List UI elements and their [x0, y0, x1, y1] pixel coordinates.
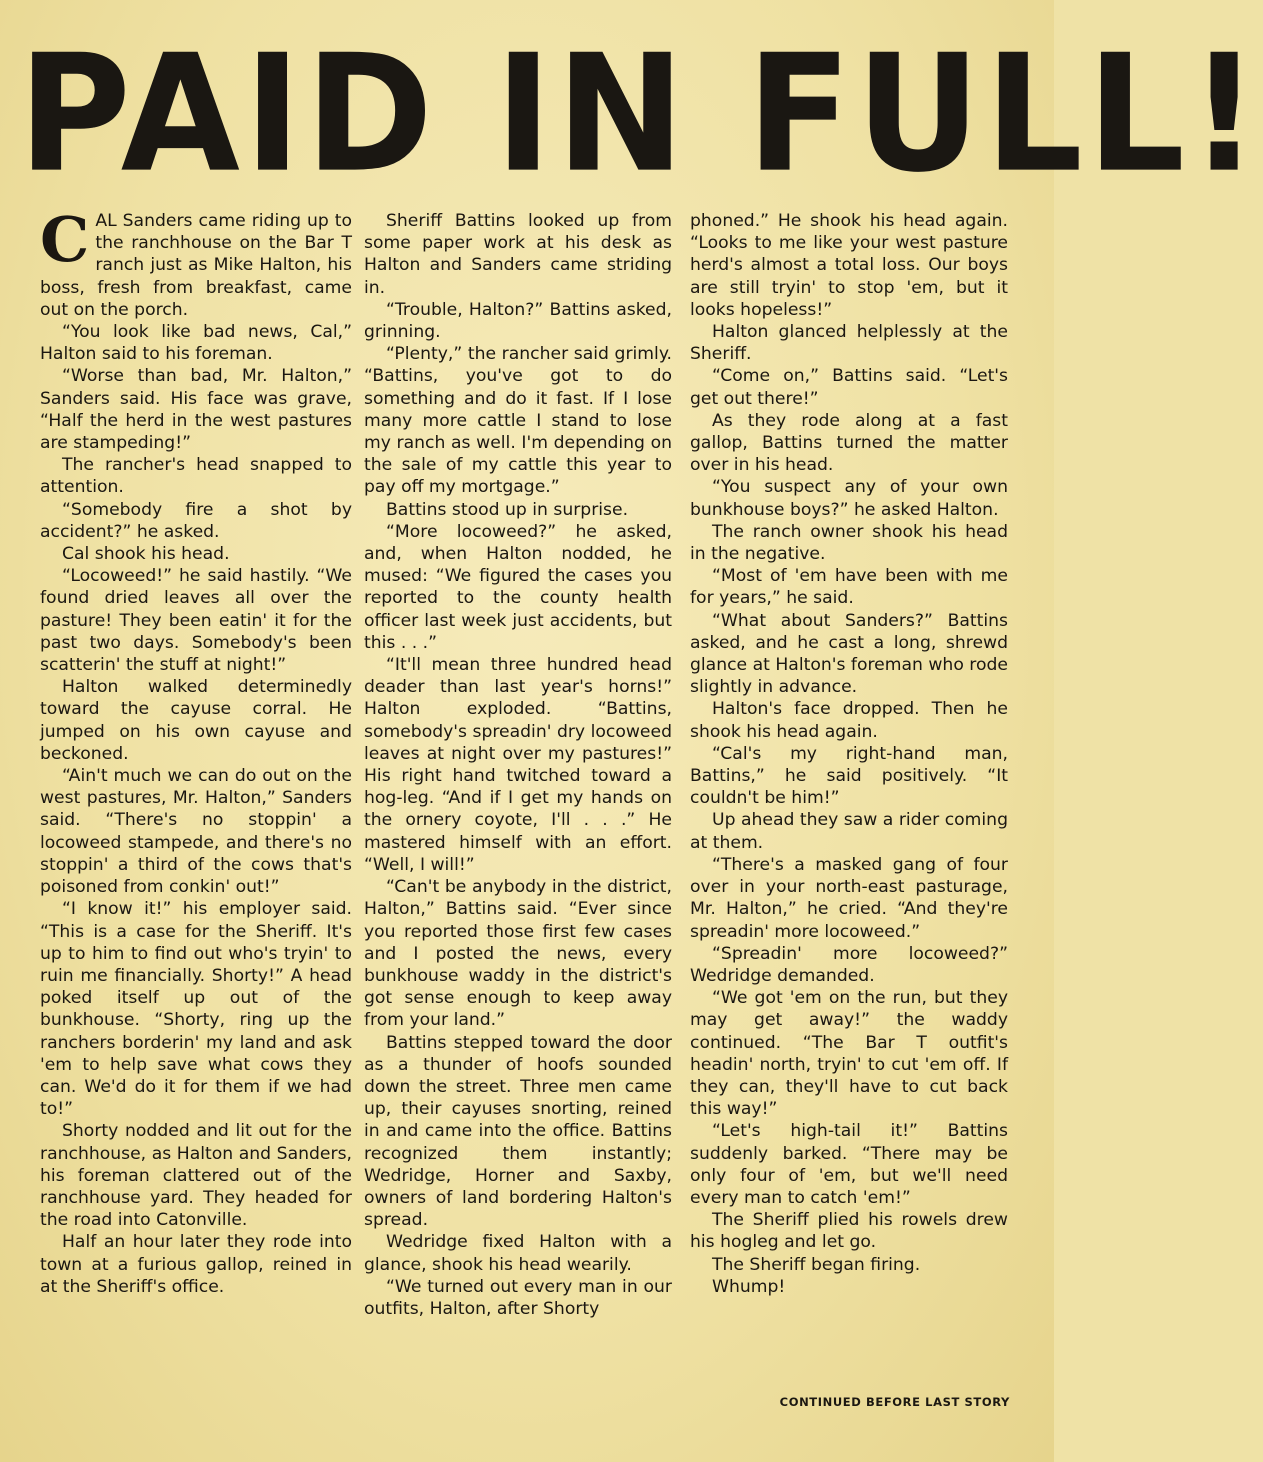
paragraph: The Sheriff began firing.: [712, 1254, 921, 1275]
paragraph: “We turned out every man in our outfits, Halton, after Shorty: [364, 1276, 672, 1319]
paragraph: Shorty nodded and lit out for the ranchhouse, as Halton and Sanders, his foreman clattered out of the ranchhouse yard. They headed for the road into Catonville.: [40, 1121, 352, 1231]
paragraph: “Can't be anybody in the district, Halton,” Battins said. “Ever since you reported those first few cases and I posted the news, every bunkhouse waddy in the district's got sense enough to keep away from your land.”: [364, 877, 672, 1031]
paragraph: Whump!: [712, 1276, 786, 1297]
paragraph: “You look like bad news, Cal,” Halton said to his foreman.: [40, 322, 352, 365]
paragraph: “You suspect any of your own bunkhouse boys?” he asked Halton.: [690, 477, 1008, 520]
paragraph: “Somebody fire a shot by accident?” he asked.: [40, 499, 352, 542]
paragraph: “Cal's my right-hand man, Battins,” he said positively. “It couldn't be him!”: [690, 743, 1008, 809]
paragraph: Cal shook his head.: [62, 544, 230, 565]
paragraph: “Most of 'em have been with me for years,” he said.: [690, 566, 1008, 609]
paragraph: Halton glanced helplessly at the Sheriff.: [690, 322, 1008, 365]
paragraph: The Sheriff plied his rowels drew his hogleg and let go.: [690, 1210, 1008, 1253]
paragraph: “Locoweed!” he said hastily. “We found dried leaves all over the pasture! They been eatin' it for the past two days. Somebody's been scatterin' the stuff at night!”: [40, 566, 352, 676]
paragraph: Battins stood up in surprise.: [386, 499, 629, 520]
paragraph: “It'll mean three hundred head deader than last year's horns!” Halton exploded. “Battins, somebody's spreadin' dry locoweed leaves at night over my pastures!” His right hand twitched toward a hog-leg. “And if I get my hands on the ornery coyote, I'll . . .” He mastered himself with an effort. “Well, I will!”: [364, 655, 672, 875]
paragraph: “We got 'em on the run, but they may get away!” the waddy continued. “The Bar T outfit's headin' north, tryin' to cut 'em off. If they can, they'll have to cut back this way!”: [690, 988, 1008, 1120]
paragraph: “There's a masked gang of four over in your north-east pasturage, Mr. Halton,” he cried. “And they're spreadin' more locoweed.”: [690, 854, 1008, 942]
paragraph: “Let's high-tail it!” Battins suddenly barked. “There may be only four of 'em, but we'll need every man to catch 'em!”: [690, 1121, 1008, 1208]
paragraph: The ranch owner shook his head in the negative.: [690, 521, 1008, 565]
continued-note: CONTINUED BEFORE LAST STORY: [779, 1395, 1010, 1409]
paragraph: Wedridge fixed Halton with a glance, shook his head wearily.: [364, 1232, 672, 1275]
paragraph: “What about Sanders?” Battins asked, and he cast a long, shrewd glance at Halton's foreman who rode slightly in advance.: [690, 610, 1008, 698]
paragraph: Battins stepped toward the door as a thunder of hoofs sounded down the street. Three men came up, their cayuses snorting, reined in and came into the office. Battins recognized them instantly; Wedridge, Horner and Saxby, owners of land bordering Halton's spread.: [364, 1032, 672, 1231]
paragraph: “Ain't much we can do out on the west pastures, Mr. Halton,” Sanders said. “There's no stoppin' a locoweed stampede, and there's no stoppin' a third of the cows that's poisoned from conkin' out!”: [40, 766, 352, 898]
text-column-3: [690, 210, 1008, 1298]
paragraph: “Worse than bad, Mr. Halton,” Sanders said. His face was grave, “Half the herd in the west pastures are stampeding!”: [40, 366, 352, 454]
paragraph: phoned.” He shook his head again. “Looks to me like your west pasture herd's almost a total loss. Our boys are still tryin' to stop 'em, but it looks hopeless!”: [690, 211, 1008, 320]
paragraph: Up ahead they saw a rider coming at them.: [690, 810, 1008, 853]
paragraph: As they rode along at a fast gallop, Battins turned the matter over in his head.: [690, 410, 1008, 476]
paragraph: “Come on,” Battins said. “Let's get out there!”: [690, 366, 1008, 409]
paragraph: Sheriff Battins looked up from some paper work at his desk as Halton and Sanders came striding in.: [364, 211, 672, 298]
text-column-1: [40, 203, 352, 1298]
text-column-2: [364, 210, 672, 1320]
story-title: PAID IN FULL!: [18, 20, 1263, 209]
drop-cap: C: [40, 203, 90, 276]
paragraph: Half an hour later they rode into town at a furious gallop, reined in at the Sheriff's office.: [40, 1232, 352, 1297]
paragraph: “Spreadin' more locoweed?” Wedridge demanded.: [690, 943, 1008, 986]
paragraph: “More locoweed?” he asked, and, when Halton nodded, he mused: “We figured the cases you reported to the county health officer last week just accidents, but this . . .”: [364, 521, 672, 653]
paragraph: CAL Sanders came riding up to the ranchhouse on the Bar T ranch just as Mike Halton, his boss, fresh from breakfast, came out on the porch.: [40, 203, 352, 320]
paragraph: The rancher's head snapped to attention.: [40, 455, 352, 498]
paragraph: “Trouble, Halton?” Battins asked, grinning.: [364, 299, 672, 343]
paragraph: “Plenty,” the rancher said grimly. “Battins, you've got to do something and do it fast. If I lose many more cattle I stand to lose my ranch as well. I'm depending on the sale of my cattle this year to pay off my mortgage.”: [364, 344, 672, 498]
paragraph: Halton's face dropped. Then he shook his head again.: [690, 699, 1008, 742]
paragraph: Halton walked determinedly toward the cayuse corral. He jumped on his own cayuse and beckoned.: [40, 677, 352, 764]
paragraph: “I know it!” his employer said. “This is a case for the Sheriff. It's up to him to find out who's tryin' to ruin me financially. Shorty!” A head poked itself up out of the bunkhouse. “Shorty, ring up the ranchers borderin' my land and ask 'em to help save what cows they can. We'd do it for them if we had to!”: [40, 899, 352, 1120]
